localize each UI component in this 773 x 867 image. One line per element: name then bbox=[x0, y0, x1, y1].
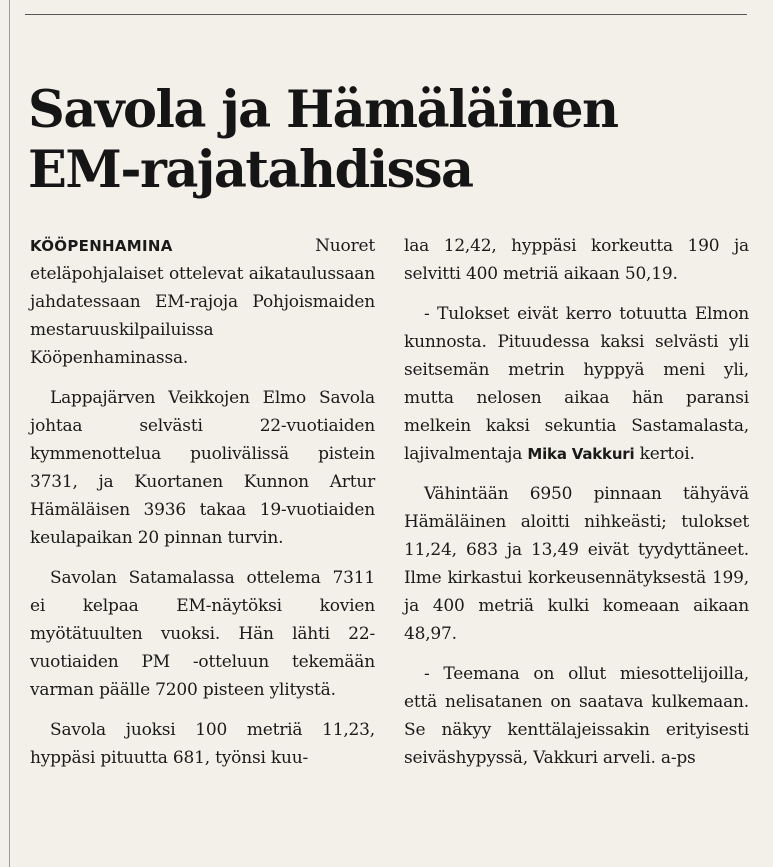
top-rule bbox=[25, 14, 747, 15]
headline bbox=[28, 80, 618, 200]
paragraph-hamalainen: Vähintään 6950 pinnaan tähyävä Hämäläinen aloitti nihkeästi; tulokset 11,24, 683 ja 13,49 eivät tyydyttäneet. Ilme kirkastui korkeusennätyksestä 199, ja 400 metriä kulki komeaan aikaan 48,97. bbox=[404, 484, 749, 644]
paragraph-savola-lead: Lappajärven Veikkojen Elmo Savola johtaa selvästi 22-vuotiaiden kymmenottelua puolivälissä pistein 3731, ja Kuortanen Kunnon Artur Hämäläisen 3936 takaa 19-vuotiaiden keulapaikan 20 pinnan turvin. bbox=[30, 388, 375, 548]
dateline: KÖÖPENHAMINA bbox=[30, 237, 173, 255]
quote-text-after: kertoi. bbox=[634, 444, 695, 464]
headline-line-1: Savola ja Hämäläinen bbox=[28, 80, 618, 140]
quote-text-before: - Tulokset eivät kerro totuutta Elmon kunnosta. Pituudessa kaksi selvästi yli seitsemän metrin hyppyä meni yli, mutta nelosen aikaa hän paransi melkein kaksi sekuntia Sastamalasta, lajivalmentaja bbox=[404, 304, 749, 464]
paragraph-results-continued: laa 12,42, hyppäsi korkeutta 190 ja selvitti 400 metriä aikaan 50,19. bbox=[404, 236, 749, 284]
paragraph-intro bbox=[30, 232, 375, 372]
page-left-edge bbox=[9, 0, 10, 867]
right-column bbox=[404, 232, 749, 784]
paragraph-satamala: Savolan Satamalassa ottelema 7311 ei kelpaa EM-näytöksi kovien myötätuulten vuoksi. Hän lähti 22-vuotiaiden PM -otteluun tekemään varman päälle 7200 pisteen ylitystä. bbox=[30, 568, 375, 700]
paragraph-intro-text: Nuoret eteläpohjalaiset ottelevat aikataulussaan jahdatessaan EM-rajoja Pohjoismaiden mestaruuskilpailuissa Kööpenhaminassa. bbox=[30, 236, 375, 368]
headline-line-2: EM-rajatahdissa bbox=[28, 140, 473, 200]
paragraph-savola-results: Savola juoksi 100 metriä 11,23, hyppäsi pituutta 681, työnsi kuu- bbox=[30, 720, 375, 768]
coach-name: Mika Vakkuri bbox=[527, 445, 635, 463]
paragraph-quote-vakkuri bbox=[404, 300, 749, 468]
paragraph-closing-quote: - Teemana on ollut miesottelijoilla, että nelisatanen on saatava kulkemaan. Se näkyy kenttälajeissakin erityisesti seiväshypyssä, Vakkuri arveli. a-ps bbox=[404, 664, 749, 768]
left-column bbox=[30, 232, 375, 784]
